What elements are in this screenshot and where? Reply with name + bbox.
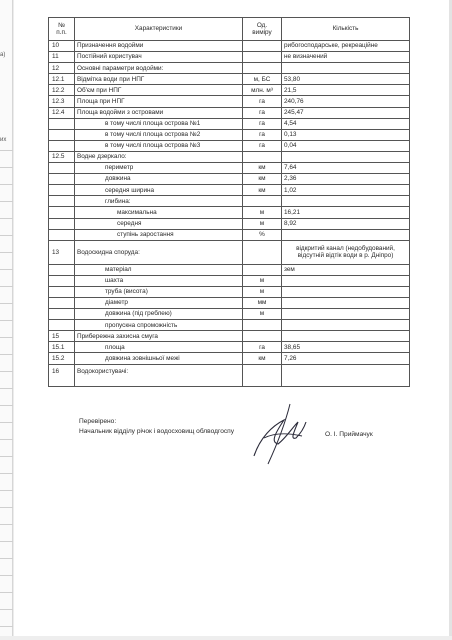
table-row — [49, 129, 410, 140]
left-page-rule — [0, 150, 13, 151]
row-label: Площа при НПГ — [75, 96, 243, 107]
header-characteristic: Характеристики — [75, 18, 243, 41]
left-page-rule — [0, 354, 13, 355]
table-row — [49, 320, 410, 331]
left-page-rule — [0, 439, 13, 440]
row-value: рибогосподарське, рекреаційне — [282, 41, 410, 52]
row-label: середня — [75, 218, 243, 229]
row-unit: га — [243, 118, 282, 129]
row-value: 8,92 — [282, 218, 410, 229]
characteristics-table — [48, 17, 410, 387]
left-page-rule — [0, 371, 13, 372]
row-value — [282, 286, 410, 297]
row-unit: % — [243, 229, 282, 240]
row-value — [282, 309, 410, 320]
table-row — [49, 353, 410, 364]
row-number: 15.2 — [49, 353, 75, 364]
row-number: 12.3 — [49, 96, 75, 107]
row-value — [282, 331, 410, 342]
row-label: Відмітка води при НПГ — [75, 74, 243, 85]
row-unit: м — [243, 218, 282, 229]
row-label: площа — [75, 342, 243, 353]
table-row — [49, 151, 410, 162]
left-page-rule — [0, 592, 13, 593]
row-unit — [243, 331, 282, 342]
left-page-rule — [0, 507, 13, 508]
verification-block — [79, 417, 234, 437]
row-label: шахта — [75, 275, 243, 286]
table-row — [49, 107, 410, 118]
header-quantity: Кількість — [282, 18, 410, 41]
row-value — [282, 63, 410, 74]
row-value: зем — [282, 264, 410, 275]
row-unit: га — [243, 129, 282, 140]
left-page-rule — [0, 167, 13, 168]
table-row — [49, 264, 410, 275]
left-page-rule — [0, 405, 13, 406]
table-row — [49, 85, 410, 96]
table-row — [49, 163, 410, 174]
row-number — [49, 118, 75, 129]
page-fold — [13, 0, 14, 640]
row-unit: м — [243, 275, 282, 286]
left-page-fragment: их — [0, 137, 7, 143]
bottom-page-edge — [0, 636, 452, 640]
row-unit: км — [243, 353, 282, 364]
row-number: 11 — [49, 52, 75, 63]
left-page-rule — [0, 388, 13, 389]
row-number: 12.5 — [49, 151, 75, 162]
row-number — [49, 286, 75, 297]
header-unit: Од. виміру — [243, 18, 282, 41]
row-number: 12.1 — [49, 74, 75, 85]
row-value — [282, 229, 410, 240]
row-value: 7,64 — [282, 163, 410, 174]
row-unit: га — [243, 96, 282, 107]
row-label: довжина зовнішньої межі — [75, 353, 243, 364]
row-label: Площа водойми з островами — [75, 107, 243, 118]
table-row — [49, 218, 410, 229]
row-unit — [243, 364, 282, 386]
row-number: 15.1 — [49, 342, 75, 353]
table-row — [49, 96, 410, 107]
table-row — [49, 74, 410, 85]
row-label: глибина: — [75, 196, 243, 207]
row-label: Водне дзеркало: — [75, 151, 243, 162]
row-number — [49, 218, 75, 229]
row-unit: млн. м³ — [243, 85, 282, 96]
table-row — [49, 185, 410, 196]
row-label: Призначення водойми — [75, 41, 243, 52]
row-value — [282, 320, 410, 331]
row-label: довжина (під греблею) — [75, 309, 243, 320]
row-unit: га — [243, 140, 282, 151]
left-page-rule — [0, 269, 13, 270]
left-page-rule — [0, 609, 13, 610]
row-number: 16 — [49, 364, 75, 386]
row-label: Об'єм при НПГ — [75, 85, 243, 96]
left-page-rule — [0, 558, 13, 559]
row-value: 1,02 — [282, 185, 410, 196]
table-row — [49, 207, 410, 218]
table-row — [49, 240, 410, 264]
table-row — [49, 331, 410, 342]
row-label: в тому числі площа острова №2 — [75, 129, 243, 140]
row-unit: м, БС — [243, 74, 282, 85]
row-label: Основні параметри водойми: — [75, 63, 243, 74]
table-row — [49, 297, 410, 308]
table-row — [49, 140, 410, 151]
row-unit — [243, 151, 282, 162]
row-label: ступінь заростання — [75, 229, 243, 240]
row-label: Прибережна захисна смуга — [75, 331, 243, 342]
table-row — [49, 41, 410, 52]
row-label: периметр — [75, 163, 243, 174]
row-label: середня ширина — [75, 185, 243, 196]
table-row — [49, 286, 410, 297]
row-value — [282, 196, 410, 207]
table-row — [49, 63, 410, 74]
left-page-rule — [0, 422, 13, 423]
handwritten-signature — [246, 398, 316, 468]
row-value: 4,54 — [282, 118, 410, 129]
row-unit: м — [243, 309, 282, 320]
row-unit: м — [243, 286, 282, 297]
row-number: 15 — [49, 331, 75, 342]
row-value: 7,26 — [282, 353, 410, 364]
left-page-rule — [0, 218, 13, 219]
row-value: 38,65 — [282, 342, 410, 353]
left-page-rule — [0, 303, 13, 304]
row-unit — [243, 240, 282, 264]
row-label: труба (висота) — [75, 286, 243, 297]
row-unit: м — [243, 207, 282, 218]
header-number: № п.п. — [49, 18, 75, 41]
row-unit — [243, 52, 282, 63]
left-page-rule — [0, 524, 13, 525]
row-number — [49, 264, 75, 275]
row-label: в тому числі площа острова №1 — [75, 118, 243, 129]
row-value: 0,13 — [282, 129, 410, 140]
row-value — [282, 151, 410, 162]
table-header-row — [49, 18, 410, 41]
row-value: 0,04 — [282, 140, 410, 151]
row-number — [49, 207, 75, 218]
row-unit: км — [243, 174, 282, 185]
row-unit — [243, 196, 282, 207]
left-page-rule — [0, 626, 13, 627]
row-number — [49, 320, 75, 331]
row-value — [282, 364, 410, 386]
table-row — [49, 275, 410, 286]
row-label: пропускна спроможність — [75, 320, 243, 331]
row-number — [49, 309, 75, 320]
row-number — [49, 163, 75, 174]
row-number: 12.2 — [49, 85, 75, 96]
left-page-rule — [0, 490, 13, 491]
row-value: 245,47 — [282, 107, 410, 118]
table-row — [49, 118, 410, 129]
row-value — [282, 275, 410, 286]
left-page-rule — [0, 235, 13, 236]
row-unit — [243, 41, 282, 52]
row-value — [282, 297, 410, 308]
left-page-rule — [0, 473, 13, 474]
left-page-rule — [0, 456, 13, 457]
row-number: 13 — [49, 240, 75, 264]
left-page-fragment: a) — [0, 52, 6, 58]
row-unit: га — [243, 342, 282, 353]
left-page-rule — [0, 320, 13, 321]
row-number — [49, 185, 75, 196]
row-number: 10 — [49, 41, 75, 52]
row-value: 2,36 — [282, 174, 410, 185]
row-label: Постійний користувач — [75, 52, 243, 63]
row-number — [49, 196, 75, 207]
signer-name: О. І. Приймачук — [325, 431, 373, 438]
row-unit: мм — [243, 297, 282, 308]
row-value: відкритий канал (недобудований, відсутній відтік води в р. Дніпро) — [282, 240, 410, 264]
row-value: 16,21 — [282, 207, 410, 218]
table-row — [49, 364, 410, 386]
left-page-rule — [0, 575, 13, 576]
row-unit — [243, 320, 282, 331]
row-unit — [243, 264, 282, 275]
row-number: 12.4 — [49, 107, 75, 118]
row-label: матеріал — [75, 264, 243, 275]
row-label: Водокористувачі: — [75, 364, 243, 386]
row-label: діаметр — [75, 297, 243, 308]
row-number — [49, 129, 75, 140]
row-unit — [243, 63, 282, 74]
left-page-rule — [0, 252, 13, 253]
left-page-rule — [0, 286, 13, 287]
row-value: 21,5 — [282, 85, 410, 96]
table-row — [49, 342, 410, 353]
row-number — [49, 275, 75, 286]
table-row — [49, 309, 410, 320]
row-unit: км — [243, 163, 282, 174]
row-unit: км — [243, 185, 282, 196]
row-label: Водоскидна споруда: — [75, 240, 243, 264]
row-value: 53,80 — [282, 74, 410, 85]
left-page-rule — [0, 541, 13, 542]
row-number — [49, 297, 75, 308]
table-row — [49, 196, 410, 207]
left-page-rule — [0, 337, 13, 338]
left-page-rule — [0, 201, 13, 202]
left-page-rule — [0, 184, 13, 185]
table-row — [49, 174, 410, 185]
row-label: в тому числі площа острова №3 — [75, 140, 243, 151]
row-value: не визначений — [282, 52, 410, 63]
row-number — [49, 229, 75, 240]
row-number — [49, 174, 75, 185]
row-number: 12 — [49, 63, 75, 74]
signer-position: Начальник відділу річок і водосховищ облводгоспу — [79, 427, 235, 435]
row-label: довжина — [75, 174, 243, 185]
verified-label: Перевірено: — [79, 418, 117, 425]
row-number — [49, 140, 75, 151]
row-value: 240,76 — [282, 96, 410, 107]
table-row — [49, 52, 410, 63]
table-row — [49, 229, 410, 240]
row-label: максимальна — [75, 207, 243, 218]
row-unit: га — [243, 107, 282, 118]
